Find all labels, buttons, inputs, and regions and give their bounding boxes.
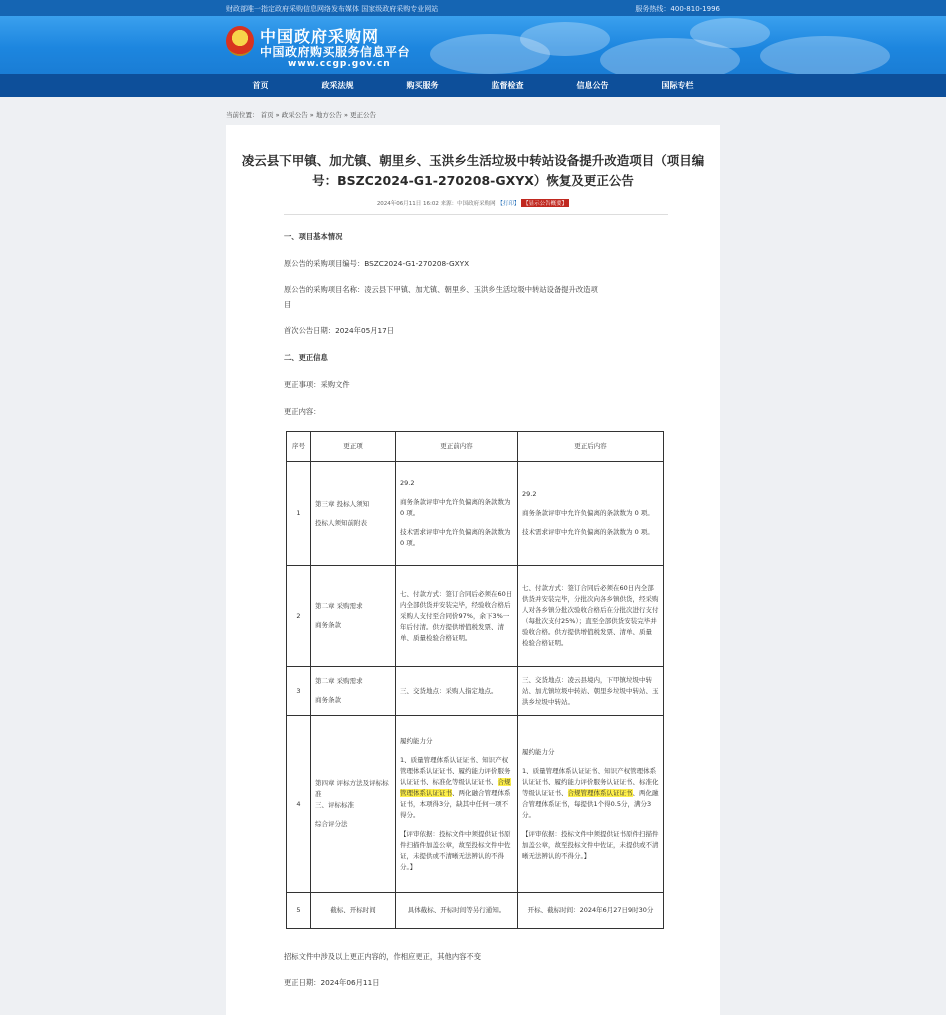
row-no: 1: [287, 462, 311, 566]
site-logo-title[interactable]: 中国政府采购网: [260, 27, 380, 46]
row-after-line: 29.2: [522, 490, 537, 498]
header-after: 更正后内容: [518, 432, 664, 462]
breadcrumb-separator: »: [343, 111, 348, 119]
text-span: 、两化融合管理体系证书，每提供1个得0.5分，满分3分。: [522, 788, 659, 819]
show-summary-button[interactable]: 【显示公告概要】: [523, 201, 568, 207]
section-heading-basic-info: 一、项目基本情况: [284, 232, 343, 241]
text-span: 1、质量管理体系认证证书、知识产权管理体系认证证书、履约能力评价服务认证证书、标准化等级认证证书、: [522, 766, 659, 797]
section-heading-change-info: 二、更正信息: [284, 353, 328, 362]
nav-item-service-purchase[interactable]: 购买服务: [406, 81, 439, 90]
table-row: [287, 893, 664, 929]
row-after-line: 【评审依据：投标文件中须提供证书原件扫描件加盖公章，故至投标文件中佐证，未提供或不清晰无法辨认的不得分。】: [522, 829, 659, 860]
article-title: 凌云县下甲镇、加尤镇、朝里乡、玉洪乡生活垃圾中转站设备提升改造项目（项目编号：BSZC2024-G1-270208-GXYX）恢复及更正公告: [241, 153, 705, 188]
breadcrumb: [226, 110, 376, 119]
change-content-label: 更正内容：: [284, 407, 321, 416]
row-item-line: 综合评分法: [315, 820, 348, 828]
row-before: [396, 716, 518, 893]
first-publish-date: 首次公告日期：2024年05月17日: [284, 326, 395, 335]
row-after-line: [522, 766, 659, 821]
row-before: [396, 566, 518, 667]
row-no: 4: [287, 716, 311, 893]
row-item-line: 第二章 采购需求: [315, 602, 363, 610]
row-item-line: 第二章 采购需求: [315, 677, 363, 685]
nav-item-international[interactable]: 国际专栏: [661, 81, 694, 90]
breadcrumb-home[interactable]: 首页: [260, 111, 274, 119]
breadcrumb-local[interactable]: 地方公告: [315, 111, 342, 119]
row-before-line: [400, 755, 513, 821]
header-no: 序号: [287, 432, 311, 462]
row-before-line: 【评审依据：投标文件中须提供证书原件扫描件加盖公章，故至投标文件中佐证，未提供或不清晰无法辨认的不得分。】: [400, 829, 511, 871]
article-card: [226, 125, 720, 1015]
table-row: [287, 667, 664, 716]
row-after: [518, 667, 664, 716]
footer-note: 招标文件中涉及以上更正内容的，作相应更正，其他内容不变: [284, 952, 482, 961]
breadcrumb-separator: »: [309, 111, 314, 119]
row-item-line: 第四章 评标方法及评标标准: [315, 779, 389, 798]
row-item: 截标、开标时间: [311, 893, 396, 929]
row-before-line: 履约能力分: [400, 736, 433, 745]
row-item: [311, 566, 396, 667]
orig-project-name: 原公告的采购项目名称：凌云县下甲镇、加尤镇、朝里乡、玉洪乡生活垃圾中转站设备提升改造项: [284, 285, 598, 294]
row-before: [396, 667, 518, 716]
breadcrumb-prefix: 当前位置：: [226, 111, 259, 119]
highlighted-text: 合规管理体系认证证书: [567, 788, 633, 797]
change-date: 更正日期：2024年06月11日: [284, 978, 380, 987]
row-item: [311, 716, 396, 893]
row-item: [311, 462, 396, 566]
nav-item-announcements[interactable]: 信息公告: [576, 81, 609, 90]
article-meta: [226, 199, 720, 207]
breadcrumb-announcements[interactable]: 政采公告: [281, 111, 308, 119]
row-after-line: 三、交货地点：凌云县境内，下甲镇垃圾中转站、加尤镇垃圾中转站、朝里乡垃圾中转站、玉洪乡垃圾中转站。: [522, 675, 659, 706]
breadcrumb-separator: »: [275, 111, 280, 119]
header-before: 更正前内容: [396, 432, 518, 462]
row-before-line: 七、付款方式：签订合同后必须在60日内全部供货并安装完毕，经验收合格后采购人支付至合同价97%，余下3%一年后付清。供方提供增值税发票、清单、质量检验合格证明。: [400, 589, 513, 642]
row-item-line: 投标人须知前附表: [315, 518, 367, 527]
row-item: [311, 667, 396, 716]
row-no: 3: [287, 667, 311, 716]
article-date-source: 2024年06月11日 16:02 来源：中国政府采购网: [376, 201, 498, 207]
table-header-row: [287, 432, 664, 462]
row-item-line: 商务条款: [315, 621, 341, 629]
top-bar: [0, 0, 946, 16]
row-no: 5: [287, 893, 311, 929]
row-after: [518, 566, 664, 667]
orig-project-number: 原公告的采购项目编号：BSZC2024-G1-270208-GXYX: [284, 259, 470, 268]
top-bar-slogan: 财政部唯一指定政府采购信息网络发布媒体 国家级政府采购专业网站: [226, 5, 439, 13]
nav-item-home[interactable]: 首页: [252, 81, 269, 90]
service-hotline: 服务热线：400-810-1996: [635, 5, 720, 13]
highlighted-text: 合规管理体系认证证书: [400, 777, 511, 797]
national-emblem-icon: [226, 26, 254, 56]
table-row: [287, 716, 664, 893]
row-item-line: 三、评标标准: [315, 801, 354, 809]
row-after-line: 检验合格证明。: [522, 639, 568, 647]
table-row: [287, 462, 664, 566]
nav-item-regulations[interactable]: 政采法规: [321, 81, 354, 90]
change-matter: 更正事项：采购文件: [284, 380, 350, 389]
title-divider: [284, 214, 668, 215]
main-nav: [0, 74, 946, 97]
site-logo-url: www.ccgp.gov.cn: [288, 59, 391, 69]
row-after-line: 商务条款评审中允许负偏离的条款数为 0 项。: [522, 509, 654, 517]
breadcrumb-corrections[interactable]: 更正公告: [350, 111, 376, 119]
row-after-line: 技术需求评审中允许负偏离的条款数为 0 项。: [522, 528, 654, 536]
site-banner: [0, 16, 946, 74]
row-item-line: 商务条款: [315, 696, 341, 704]
nav-item-supervision[interactable]: 监督检查: [491, 81, 524, 90]
row-after: [518, 462, 664, 566]
row-item-line: 第三章 投标人须知: [315, 499, 370, 508]
row-before-line: 技术需求评审中允许负偏离的条款数为 0 项。: [400, 528, 511, 547]
row-after: 开标、截标时间：2024年6月27日9时30分: [518, 893, 664, 929]
row-before: 具体截标、开标时间等另行通知。: [396, 893, 518, 929]
row-after-line: 履约能力分: [522, 747, 555, 756]
text-span: 1、质量管理体系认证证书、知识产权管理体系认证证书、履约能力评价服务认证证书、标准化等级认证证书、: [400, 755, 511, 786]
print-button[interactable]: 【打印】: [497, 201, 520, 207]
row-before: [396, 462, 518, 566]
row-after-line: 七、付款方式：签订合同后必须在60日内全部供货并安装完毕，分批次向各乡镇供货，经采购人对各乡镇分批次验收合格后在分批次进行支付（每批次支付25%）；直至全部供货安装完毕并验收合格。供方提供增值税发票、清单、质量: [522, 584, 659, 636]
row-after: [518, 716, 664, 893]
row-before-line: 29.2: [400, 479, 415, 487]
header-item: 更正项: [311, 432, 396, 462]
table-row: [287, 566, 664, 667]
row-no: 2: [287, 566, 311, 667]
row-before-line: 三、交货地点：采购人指定地点。: [400, 686, 498, 695]
changes-table: [286, 431, 664, 929]
site-logo-subtitle: 中国政府购买服务信息平台: [260, 45, 411, 59]
text-span: 、两化融合管理体系证书，本项得3分，缺其中任何一项不得分。: [400, 788, 511, 819]
row-before-line: 商务条款评审中允许负偏离的条款数为 0 项。: [400, 498, 511, 517]
orig-project-name-cont: 目: [284, 300, 292, 309]
